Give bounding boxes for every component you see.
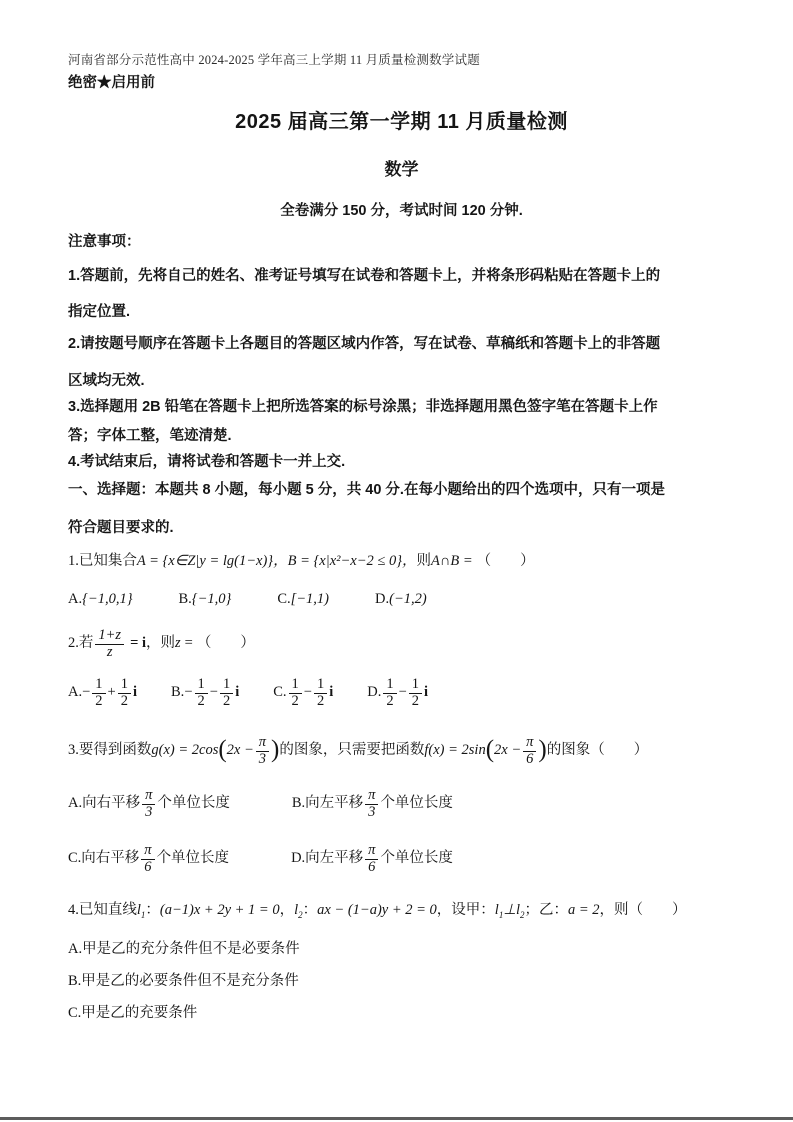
q4-tail: ，则 xyxy=(599,902,629,919)
q3-inner2: 2x − xyxy=(494,742,522,759)
notice-line: 2.请按题号顺序在答题卡上各题目的答题区域内作答，写在试卷、草稿纸和答题卡上的非答题 xyxy=(68,335,661,352)
q2-equals-i: = i xyxy=(130,634,146,651)
q3-mid: 的图象，只需要把函数 xyxy=(279,742,425,759)
question-2-options xyxy=(68,677,735,710)
q4-answer-blank: （ ） xyxy=(628,902,687,919)
option-2b: B.− $\frac{1}{2}$ − $\frac{1}{2}$ i xyxy=(171,675,240,709)
section-heading-cont: 符合题目要求的. xyxy=(68,519,174,536)
option-4b: B.甲是乙的必要条件但不是充分条件 xyxy=(68,973,299,990)
option-1a: A.{−1,0,1} xyxy=(68,590,133,607)
question-3-stem xyxy=(68,735,735,768)
question-3-options-cd xyxy=(68,843,735,876)
q1-mid: 则 xyxy=(416,552,432,569)
q4-line2-symbol: $l_2$ xyxy=(294,902,303,920)
q2-answer-blank: （ ） xyxy=(196,634,255,651)
q2-mid: ，则 xyxy=(145,634,175,651)
secrecy-label: 绝密★启用前 xyxy=(68,75,155,91)
notice-line: 4.考试结束后，请将试卷和答题卡一并上交. xyxy=(68,454,346,471)
question-1-stem xyxy=(68,551,735,573)
q4-colon2: ： xyxy=(302,902,318,919)
option-3c: C.向右平移 $\frac{\pi}{6}$ 个单位长度 xyxy=(68,842,230,876)
q1-answer-blank: （ ） xyxy=(476,552,535,569)
q4-condition-jia: $l_1\perp l_2$ xyxy=(494,902,525,920)
question-1-options xyxy=(68,591,735,608)
option-3d: D.向左平移 $\frac{\pi}{6}$ 个单位长度 xyxy=(291,842,453,876)
q3-pi-over-3: $\frac{\pi}{3}$ xyxy=(256,735,269,768)
option-2c: C. $\frac{1}{2}$ − $\frac{1}{2}$ i xyxy=(273,675,334,709)
q4-condition-yi: a = 2 xyxy=(567,902,600,919)
q4-colon1: ： xyxy=(145,902,160,919)
q4-mid2: ；乙： xyxy=(524,902,568,919)
q4-line1-symbol: $l_1$ xyxy=(136,902,146,920)
option-1c: C.[−1,1) xyxy=(277,590,329,607)
q2-prefix: 2.若 xyxy=(68,634,94,651)
q3-tail: 的图象 xyxy=(546,742,591,759)
q3-g-function: g(x) = 2cos xyxy=(151,742,219,759)
q4-mid: ，设甲： xyxy=(436,902,495,919)
q3-answer-blank: （ ） xyxy=(590,742,649,759)
q2-z-var: z xyxy=(174,634,181,651)
q4-prefix: 4.已知直线 xyxy=(68,902,137,919)
notice-line: 区域均无效. xyxy=(68,373,145,390)
option-1d: D.(−1,2) xyxy=(375,590,427,607)
q3-f-function: f(x) = 2sin xyxy=(424,742,486,759)
notice-line: 答；字体工整，笔迹清楚. xyxy=(68,427,232,444)
exam-title: 2025 届高三第一学期 11 月质量检测 xyxy=(235,111,568,133)
q3-open-paren2: ( xyxy=(485,736,495,764)
option-2d: D. $\frac{1}{2}$ − $\frac{1}{2}$ i xyxy=(367,675,429,709)
q4-comma: ， xyxy=(279,902,295,919)
section-heading: 一、选择题：本题共 8 小题，每小题 5 分，共 40 分.在每小题给出的四个选项中，只有一项是 xyxy=(68,482,665,499)
q2-fraction: $\frac{1+z}{z}$ xyxy=(95,628,124,661)
exam-info: 全卷满分 150 分，考试时间 120 分钟. xyxy=(280,203,523,219)
option-3b: B.向左平移 $\frac{\pi}{3}$ 个单位长度 xyxy=(291,787,453,821)
question-3-options-ab xyxy=(68,788,735,821)
notice-line: 1.答题前，先将自己的姓名、准考证号填写在试卷和答题卡上，并将条形码粘贴在答题卡上的 xyxy=(68,268,661,285)
q1-prefix: 1.已知集合 xyxy=(68,552,137,569)
q3-open-paren: ( xyxy=(218,736,227,764)
q3-close-paren2: ) xyxy=(538,736,547,764)
subject-title: 数学 xyxy=(384,160,419,179)
q2-equals: = xyxy=(184,634,193,651)
doc-header: 河南省部分示范性高中 2024-2025 学年高三上学期 11 月质量检测数学试题 xyxy=(68,53,480,67)
notice-heading: 注意事项： xyxy=(68,234,141,250)
notice-line: 3.选择题用 2B 铅笔在答题卡上把所选答案的标号涂黑；非选择题用黑色签字笔在答题卡上作 xyxy=(68,399,658,416)
q1-intersection: A∩B = xyxy=(431,552,473,569)
notice-line: 指定位置. xyxy=(68,303,131,320)
q1-formula: A = {x∈Z|y = lg(1−x)}，B = {x|x²−x−2 ≤ 0}， xyxy=(136,552,417,569)
q3-pi-over-6: $\frac{\pi}{6}$ xyxy=(523,735,536,768)
question-4-stem xyxy=(68,900,735,922)
page-bottom-border xyxy=(0,1117,793,1120)
q3-inner1: 2x − xyxy=(226,742,254,759)
q3-close-paren: ) xyxy=(271,736,280,764)
q3-prefix: 3.要得到函数 xyxy=(68,742,152,759)
option-1b: B.{−1,0} xyxy=(178,590,232,607)
question-2-stem xyxy=(68,628,735,661)
option-4a: A.甲是乙的充分条件但不是必要条件 xyxy=(68,941,300,958)
q4-line1-equation: (a−1)x + 2y + 1 = 0 xyxy=(159,902,280,919)
option-4c: C.甲是乙的充要条件 xyxy=(68,1005,198,1022)
q4-line2-equation: ax − (1−a)y + 2 = 0 xyxy=(317,902,437,919)
option-2a: A.− $\frac{1}{2}$ + $\frac{1}{2}$ i xyxy=(68,675,138,709)
option-3a: A.向右平移 $\frac{\pi}{3}$ 个单位长度 xyxy=(68,787,230,821)
